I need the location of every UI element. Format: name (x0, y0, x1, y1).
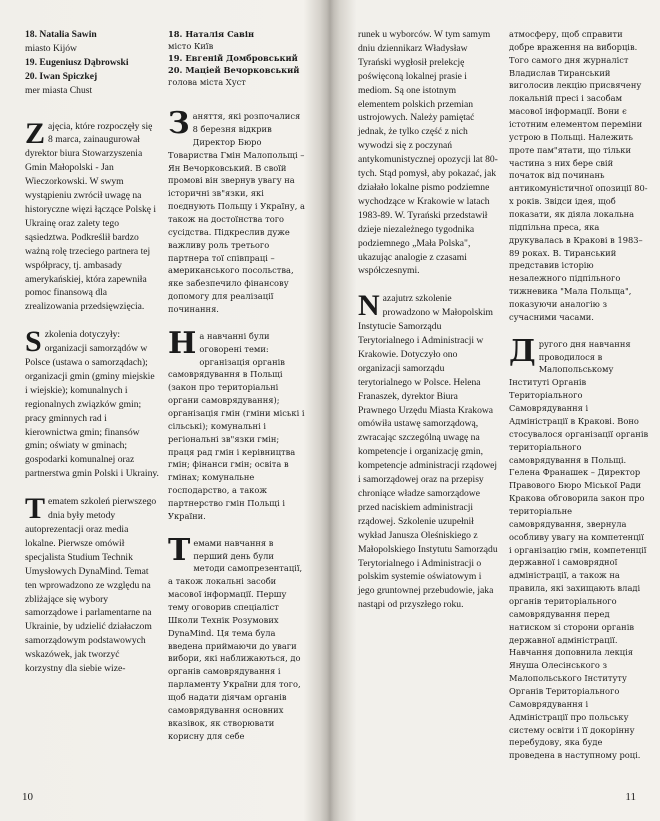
paragraph-text: azajutrz szkolenie prowadzono w Małopolskim Instytucie Samorządu Terytorialnego i Administracji w Krakowie. Dotyczyło ono organizacji samorządu terytorialnego w Polsce. Helena Franaszek, dyrektor Biura Prawnego Urzędu Miasta Krakowa omówiła ustawę samorządową, zwracając szczególną uwagę na kompetencje i organizację gmin, kompetencje administracji rządowej i samorządowej oraz na przepisy chroniące władze samorządowe przed naciskiem administracji rządowej. Szkolenie uzupełnił wykład Janusza Oleśniskiego z Małopolskiego Instytutu Samorządu Terytorialnego i Administracji o polskim systemie oświatowym i jego gruntownej przebudowie, jaka nastąpi od przyszłego roku. (358, 293, 498, 611)
paragraph (509, 28, 649, 324)
page-number: 10 (22, 791, 33, 803)
participant-list-ukrainian (168, 28, 308, 88)
participant-18-city: місто Київ (168, 41, 214, 52)
paragraph (168, 532, 308, 743)
left-page-polish-column (25, 28, 159, 690)
drop-cap: Z (25, 116, 46, 150)
paragraph-text: а навчанні були оговорені теми: організація органів самоврядування в Польщі (закон про територіальні органи самоврядування); організація гмін (гміни міські і сільські); комунальні і регіональні зв"язки гмін; праця рад гмін і керівництва гмін; фінанси гмін; освіта в гмінах; комунальне господарство, а також партнерство гмін Польщі і України. (168, 330, 305, 521)
participant-20: 20. Iwan Spiczkej (25, 70, 98, 82)
paragraph-text: ругого дня навчання проводилося в Малопольському Інституті Органів Територіального Самоврядування і Адміністрації в Кракові. Воно стосувалося організації органів територіального самоврядування в Польщі. Гелена Франашек – Директор Правового Бюро Міської Ради Кракова обговорила закон про територіальне самоврядування, звернула особливу увагу на компетенції і організацію гмін, компетенції державної і самоврядної адміністрації, а також на правила, які захищають владі органів територіального самоврядування перед натиском зі сторони органів державної адміністрації. Навчання доповнила лекція Януша Олесінського з Малопольського Інституту Органів Територіального Самоврядування і Адміністрації про польську систему освіти і її докорінну перебудову, яка буде проведена в наступному році. (509, 338, 649, 761)
paragraph (25, 325, 159, 481)
left-page-ukrainian-column (168, 28, 308, 756)
paragraph-text: емами навчання в перший день були методи самопрезентації, а також локальні засоби масової інформації. Першу тему оговорив спеціаліст Школи Технік Розумових DynaMind. Ця тема була введена приймаючи до уваги вибори, які наближаються, до органів самоврядування і парламенту України для того, щоб надати діячам органів самоврядування основних вказівок, як створювати корисну для себе (168, 537, 303, 741)
drop-cap: T (25, 492, 46, 526)
page-number: 11 (625, 791, 636, 803)
participant-20-role: голова міста Хуст (168, 77, 246, 88)
drop-cap: З (168, 106, 190, 142)
drop-cap: Н (168, 325, 197, 361)
drop-cap: Т (168, 532, 191, 568)
participant-20: 20. Мацiей Вечорковський (168, 65, 300, 76)
participant-18: 18. Natalia Sawin (25, 29, 97, 40)
participant-list-polish (25, 28, 159, 98)
right-page (334, 0, 660, 821)
participant-20-role: mer miasta Chust (25, 84, 93, 96)
participant-18-city: miasto Kijów (25, 42, 77, 54)
paragraph-text: zkolenia dotyczyły: organizacji samorządów w Polsce (ustawa o samorządach); organizacji gmin (gminy miejskie i wiejskie); komunalnych i regionalnych związków gmin; pracy gminnych rad i kierownictwa gmin; finansów gmin; oświaty w gminach; gospodarki komunalnej oraz partnerstwa gmin Polski i Ukrainy. (25, 329, 159, 480)
drop-cap: Д (509, 333, 536, 369)
paragraph (358, 28, 498, 278)
paragraph-text: ematem szkoleń pierwszego dnia były metody autoprezentacji oraz media lokalne. Pierwsze omówił specjalista Studium Technik Umysłowych DynaMind. Temat ten wprowadzono ze względu na zbliżające się wybory samorządowe i parlamentarne na Ukrainie, by udzielić działaczom samorządowym podstawowych wskazówek, jak tworzyć korzystny dla siebie wize- (25, 496, 157, 675)
paragraph (168, 106, 308, 316)
drop-cap: S (25, 325, 42, 359)
paragraph (358, 289, 498, 612)
participant-19: 19. Eugeniusz Dąbrowski (25, 56, 129, 68)
right-page-ukrainian-column (509, 28, 649, 776)
paragraph-text: атмосферу, щоб справити добре враження на виборців. Того самого дня журналіст Владислав Тиранський виголосив лекцію присвячену локальній пресі і засобам масової інформації. Вони є істотним елементом переміни устрою в Польщі. Належить проте пам"ятати, що тільки частина з них бере свій початок від починань антикомуністичної опозиції 80-х років. Звідси ідея, щоб показати, як діяла локальна підпільна преса, яка друкувалась в Кракові в 1983–89 роках. В. Тиранський представив історію незалежного підпільного тижневика "Мала Польща", показуючи аналогію з сучасними часами. (509, 29, 648, 322)
paragraph (25, 116, 159, 315)
drop-cap: N (358, 289, 380, 323)
paragraph (168, 325, 308, 523)
right-page-polish-column (358, 28, 498, 626)
participant-18: 18. Наталія Савін (168, 29, 255, 39)
paragraph-text: runek u wyborców. W tym samym dniu dziennikarz Władysław Tyrański wygłosił prelekcję poświęconą lokalnej prasie i mediom. Są one istotnym elementem polskich przemian ustrojowych. Należy pamiętać jednak, że tylko część z nich wywodzi się z poczynań antykomunistycznej opozycji lat 80-tych. Stąd pomysł, aby pokazać, jak działało lokalne pismo podziemne wychodzące w Krakowie w latach 1983-89. W. Tyrański przedstawił dzieje niezależnego tygodnika podziemnego „Mała Polska", ukazując analogie z czasami współczesnymi. (358, 29, 498, 277)
paragraph-text: аняття, які розпочалися 8 березня відкрив Директор Бюро Товариства Гмін Малопольщі – Ян Вечорковський. В своїй промові він звернув увагу на історичні зв"язки, які поєднують Польщу і Україну, а також на достоїнства того сусідства. Підкреслив дуже важливу роль третього партнера тої співпраці – американського посольства, яке забезпечило фінансову допомогу для реалізації починання. (168, 111, 305, 314)
paragraph-text: ajęcia, które rozpoczęły się 8 marca, zainaugurował dyrektor biura Stowarzyszenia Gmin Małopolski - Jan Wieczorkowski. W swym wystąpieniu zwrócił uwagę na historyczne więzi łączące Polskę i Ukrainę oraz zalety tego sąsiedztwa. Podkreślił bardzo ważną rolę trzeciego partnera tej współpracy, tj. ambasady amerykańskiej, która zapewniła pomoc finansową dla zrealizowania przedsięwzięcia. (25, 120, 157, 313)
paragraph (25, 492, 159, 676)
paragraph (509, 333, 649, 762)
left-page (0, 0, 326, 821)
participant-19: 19. Евгеній Домбровський (168, 53, 298, 64)
